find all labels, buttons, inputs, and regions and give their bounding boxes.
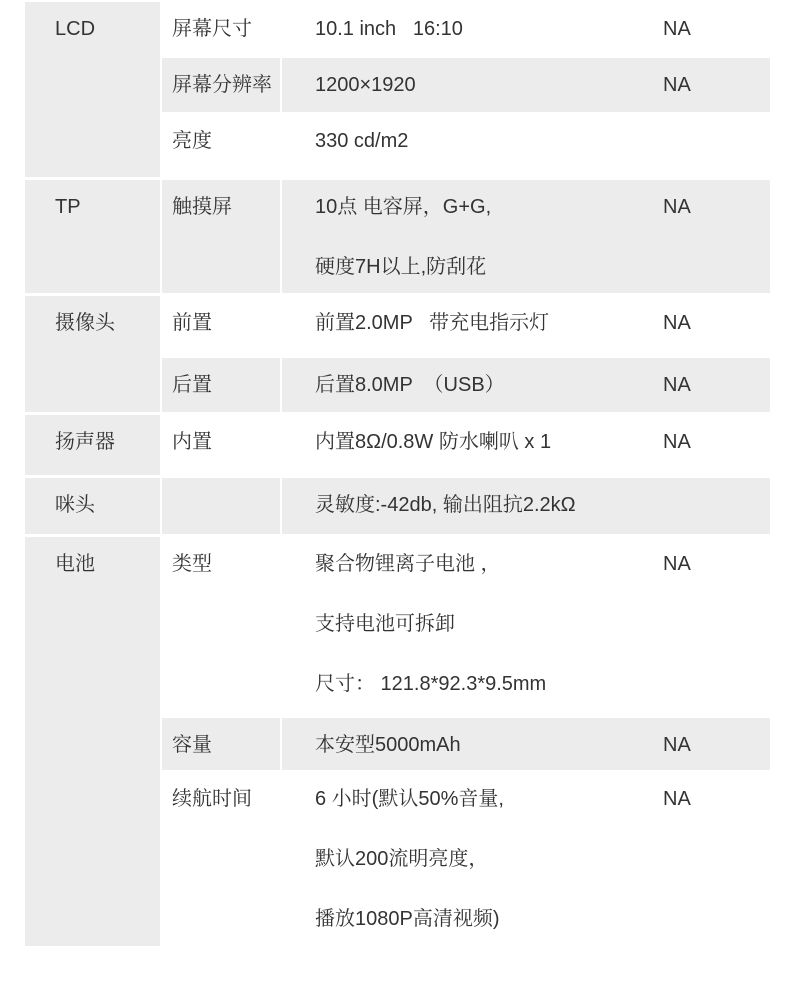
category-cell: TP [25,180,160,293]
spec-value-line: 播放1080P高清视频) [315,908,500,930]
na-value: NA [663,553,691,575]
group-rows [162,296,770,412]
spec-group-tp [25,180,770,293]
spec-label-cell: 屏幕尺寸 [172,18,252,40]
table-row [162,114,770,177]
table-row [162,2,770,56]
spec-value-line: 本安型5000mAh [315,734,461,756]
table-row [162,772,770,946]
category-cell: LCD [25,2,160,177]
spec-value-line: 1200×1920 [315,74,416,96]
spec-label-cell: 屏幕分辨率 [162,58,280,112]
group-rows [162,537,770,946]
spec-group-lcd [25,2,770,177]
na-value: NA [663,74,691,96]
spec-label-cell: 内置 [172,431,212,453]
spec-value-line: 支持电池可拆卸 [315,613,455,635]
spec-value-cell [282,718,770,770]
na-value: NA [663,18,691,40]
spec-value-cell [282,114,770,177]
spec-group-mic [25,478,770,534]
spec-value-line: 尺寸： 121.8*92.3*9.5mm [315,673,547,695]
group-rows [162,180,770,293]
spec-value-cell [282,58,770,112]
spec-value-line: 前置2.0MP 带充电指示灯 [315,312,550,334]
spec-table [25,2,770,946]
category-cell: 摄像头 [25,296,160,412]
spec-value-cell [282,478,770,534]
table-row [162,58,770,112]
spec-value-cell [282,296,770,356]
table-row [162,718,770,770]
category-cell: 扬声器 [25,415,160,475]
category-cell: 咪头 [25,478,160,534]
spec-value-line: 6 小时(默认50%音量, [315,788,504,810]
spec-label-cell: 后置 [162,358,280,412]
spec-value-line: 灵敏度:-42db, 输出阻抗2.2kΩ [315,494,576,516]
spec-value-cell [282,180,770,293]
na-value: NA [663,374,691,396]
spec-value-line: 10点 电容屏，G+G, [315,196,492,218]
table-row [162,296,770,356]
table-row [162,358,770,412]
spec-value-line: 330 cd/m2 [315,130,409,152]
spec-value-line: 后置8.0MP （USB） [315,374,505,396]
na-value: NA [663,788,691,810]
group-rows [162,2,770,177]
na-value: NA [663,734,691,756]
spec-group-camera [25,296,770,412]
spec-label-cell: 容量 [162,718,280,770]
spec-group-speaker [25,415,770,475]
spec-value-line: 10.1 inch 16:10 [315,18,463,40]
spec-label-cell: 前置 [172,312,212,334]
spec-value-line: 内置8Ω/0.8W 防水喇叭 x 1 [315,431,552,453]
spec-label-cell: 亮度 [172,130,212,152]
na-value: NA [663,196,691,218]
group-rows [162,415,770,475]
spec-label-cell [162,478,280,534]
table-row [162,415,770,475]
group-rows [162,478,770,534]
spec-group-battery [25,537,770,946]
spec-value-cell [282,772,770,946]
spec-value-line: 聚合物锂离子电池 ， [315,553,501,575]
spec-value-line: 默认200流明亮度， [315,848,489,870]
spec-value-line: 硬度7H以上,防刮花 [315,256,487,278]
spec-label-cell: 触摸屏 [162,180,280,293]
spec-value-cell [282,537,770,716]
spec-value-cell [282,2,770,56]
table-row [162,478,770,534]
spec-label-cell: 类型 [172,553,212,575]
category-cell: 电池 [25,537,160,946]
table-row [162,537,770,716]
spec-value-cell [282,415,770,475]
spec-label-cell: 续航时间 [172,788,252,810]
na-value: NA [663,431,691,453]
spec-value-cell [282,358,770,412]
na-value: NA [663,312,691,334]
table-row [162,180,770,293]
